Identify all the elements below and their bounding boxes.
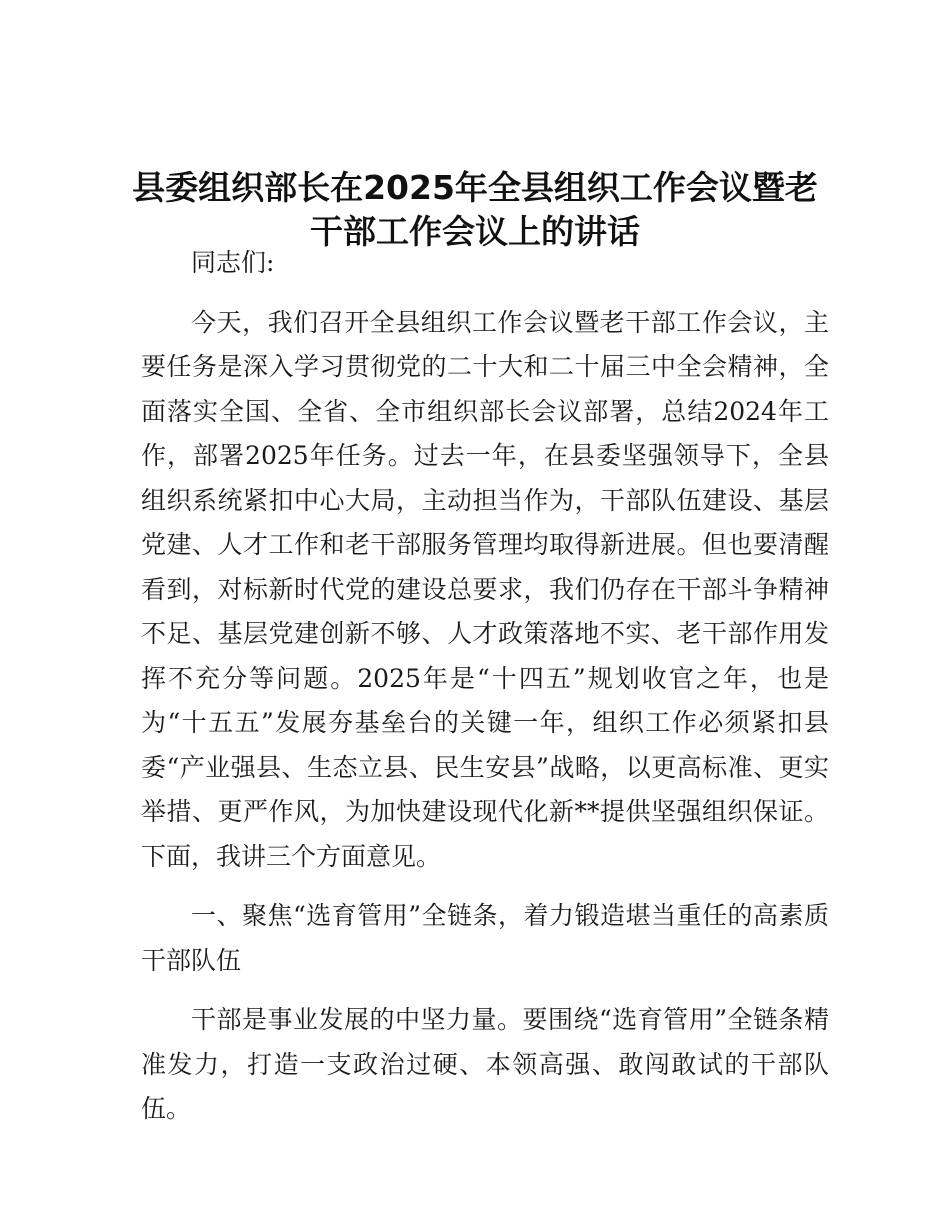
title-line-1: 县委组织部长在2025年全县组织工作会议暨老 (132, 168, 818, 207)
document-body (141, 241, 829, 1132)
paragraph-section-1: 干部是事业发展的中坚力量。要围绕“选育管用”全链条精准发力，打造一支政治过硬、本领高强、敢闯敢试的干部队伍。 (141, 1005, 829, 1123)
paragraph-opening: 今天，我们召开全县组织工作会议暨老干部工作会议，主要任务是深入学习贯彻党的二十大和二十届三中全会精神，全面落实全国、全省、全市组织部长会议部署，总结2024年工作，部署2025年任务。过去一年，在县委坚强领导下，全县组织系统紧扣中心大局，主动担当作为，干部队伍建设、基层党建、人才工作和老干部服务管理均取得新进展。但也要清醒看到，对标新时代党的建设总要求，我们仍存在干部斗争精神不足、基层党建创新不够、人才政策落地不实、老干部作用发挥不充分等问题。2025年是“十四五”规划收官之年，也是为“十五五”发展夯基垒台的关键一年，组织工作必须紧扣县委“产业强县、生态立县、民生安县”战略，以更高标准、更实举措、更严作风，为加快建设现代化新**提供坚强组织保证。下面，我讲三个方面意见。 (141, 307, 829, 871)
section-heading-1: 一、聚焦“选育管用”全链条，着力锻造堪当重任的高素质干部队伍 (141, 901, 829, 975)
title-line-2: 干部工作会议上的讲话 (310, 212, 640, 251)
salutation: 同志们: (191, 248, 275, 277)
